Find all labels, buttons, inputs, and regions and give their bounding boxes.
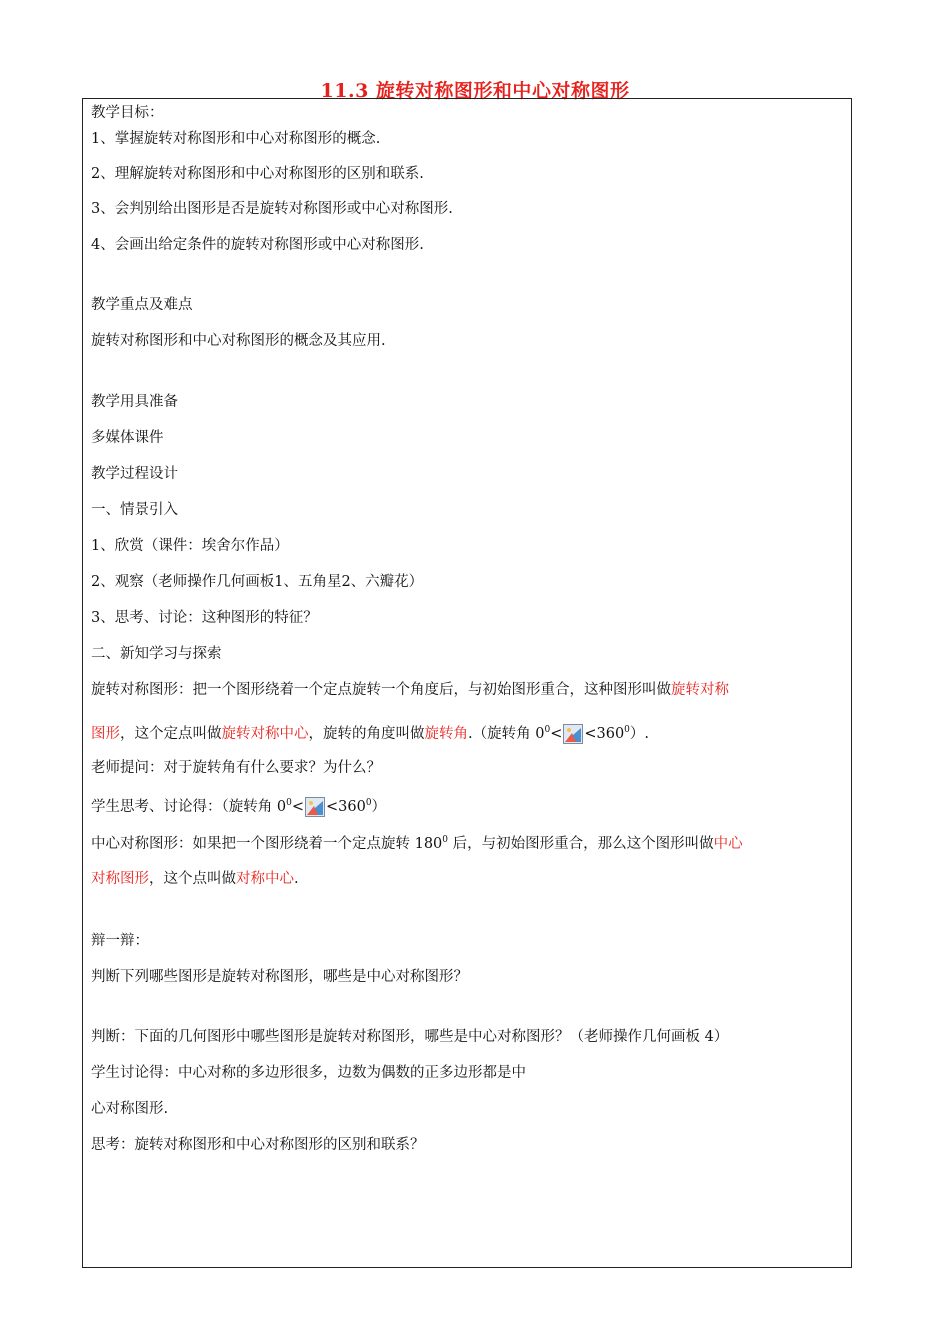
broken-image-icon xyxy=(305,797,325,817)
section-heading: 二、新知学习与探索 xyxy=(91,646,222,662)
process-heading: 教学过程设计 xyxy=(91,466,178,482)
tools-text: 多媒体课件 xyxy=(91,430,164,446)
keypoints-text: 旋转对称图形和中心对称图形的概念及其应用. xyxy=(91,333,386,349)
term-symmetry-center: 对称中心 xyxy=(236,871,294,887)
definition-central-line1: 中心对称图形：如果把一个图形绕着一个定点旋转 $180^0$ 后，与初始图形重合，那么这个图形叫做中心 xyxy=(91,835,743,852)
discussion-line1: 学生讨论得：中心对称的多边形很多，边数为偶数的正多边形都是中 xyxy=(91,1065,526,1081)
term-central-symmetry: 中心 xyxy=(713,835,743,852)
discussion-line2: 心对称图形. xyxy=(91,1101,169,1117)
list-item: 1、欣赏（课件：埃舍尔作品） xyxy=(91,538,289,554)
definition-rotation-line1: 旋转对称图形：把一个图形绕着一个定点旋转一个角度后，与初始图形重合，这种图形叫做旋转对称 xyxy=(91,682,729,698)
list-item: 3、思考、讨论：这种图形的特征？ xyxy=(91,610,318,626)
debate-heading: 辩一辩： xyxy=(91,933,149,949)
tools-heading: 教学用具准备 xyxy=(91,394,178,410)
objective-item: 3、会判别给出图形是否是旋转对称图形或中心对称图形. xyxy=(91,201,453,217)
term-rotation-angle: 旋转角 xyxy=(424,725,468,742)
keypoints-heading: 教学重点及难点 xyxy=(91,297,193,313)
debate-question: 判断下列哪些图形是旋转对称图形，哪些是中心对称图形？ xyxy=(91,969,468,985)
objective-item: 4、会画出给定条件的旋转对称图形或中心对称图形. xyxy=(91,237,424,253)
document-title: 11.3 旋转对称图形和中心对称图形 xyxy=(320,80,630,102)
think-question: 思考：旋转对称图形和中心对称图形的区别和联系？ xyxy=(91,1137,425,1153)
list-item: 2、观察（老师操作几何画板1、五角星2、六瓣花） xyxy=(91,574,424,590)
teacher-question: 老师提问：对于旋转角有什么要求？为什么？ xyxy=(91,760,381,776)
objective-item: 2、理解旋转对称图形和中心对称图形的区别和联系. xyxy=(91,166,424,182)
objective-item: 1、掌握旋转对称图形和中心对称图形的概念. xyxy=(91,131,381,147)
definition-rotation-line2: 图形，这个定点叫做旋转对称中心，旋转的角度叫做旋转角.（旋转角 $0^0< <360^0$）. xyxy=(91,725,650,742)
broken-image-icon xyxy=(563,724,583,744)
section-heading: 一、情景引入 xyxy=(91,502,178,518)
judge-text: 判断：下面的几何图形中哪些图形是旋转对称图形，哪些是中心对称图形？（老师操作几何画板 4） xyxy=(91,1029,729,1045)
objectives-heading: 教学目标： xyxy=(91,105,164,121)
term-rotation-center: 旋转对称中心 xyxy=(221,725,309,742)
student-answer: 学生思考、讨论得：（旋转角 $0^0< <360^0$） xyxy=(91,798,387,815)
definition-central-line2: 对称图形，这个点叫做对称中心. xyxy=(91,871,299,887)
term-rotational-symmetry: 旋转对称 xyxy=(671,682,729,698)
